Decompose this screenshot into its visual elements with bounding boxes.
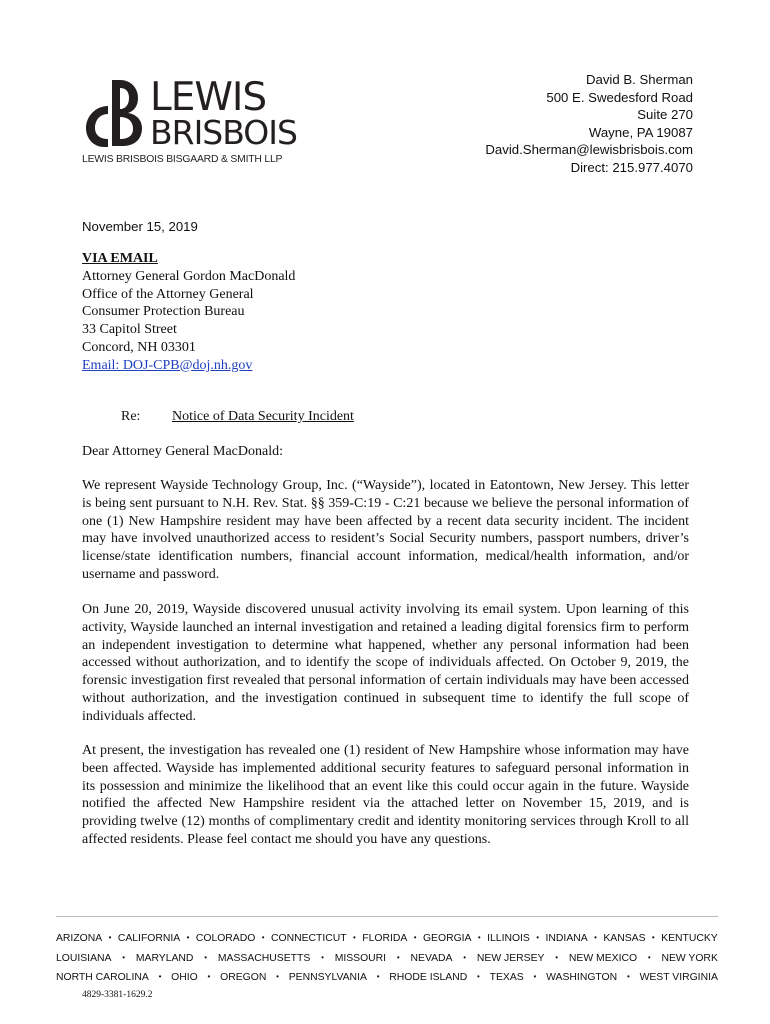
footer-separator: • (376, 972, 380, 981)
footer-states-row-3 (56, 972, 718, 983)
footer-state: RHODE ISLAND (389, 972, 468, 983)
sender-email[interactable]: David.Sherman@lewisbrisbois.com (485, 142, 693, 158)
footer-separator: • (396, 953, 400, 962)
footer-separator: • (477, 933, 481, 942)
footer-separator: • (651, 933, 655, 942)
footer-state: CALIFORNIA (117, 933, 181, 944)
body-paragraph-1: We represent Wayside Technology Group, Inc. (“Wayside”), located in Eatontown, New Jersey. This letter is being sent pursuant to N.H. Rev. Stat. §§ 359-C:19 - C:21 because we believe the personal information of one (1) New Hampshire resident may have been affected by a recent data security incident. The incident may have involved unauthorized access to resident’s Social Security numbers, passport numbers, driver’s license/state identification numbers, financial account information, medical/health information, and/or username and password. (82, 478, 689, 582)
footer-separator: • (463, 953, 467, 962)
footer-state: OREGON (220, 972, 267, 983)
footer-separator: • (204, 953, 208, 962)
footer-states-row-1 (56, 933, 718, 944)
footer-separator: • (122, 953, 126, 962)
re-label: Re: (121, 409, 141, 424)
recipient-line: Attorney General Gordon MacDonald (82, 268, 296, 284)
footer-separator: • (276, 972, 279, 981)
footer-state: LOUISIANA (56, 953, 112, 964)
footer-state: MASSACHUSETTS (217, 953, 311, 964)
footer-separator: • (186, 933, 190, 942)
footer-state: ARIZONA (56, 933, 103, 944)
logo-word-lewis: LEWIS (150, 75, 267, 120)
sender-suite: Suite 270 (637, 107, 693, 123)
footer-separator: • (158, 972, 162, 981)
footer-separator: • (626, 972, 630, 981)
firm-logo (82, 75, 297, 170)
lb-monogram-icon (82, 78, 144, 150)
sender-block (485, 71, 693, 177)
sender-street: 500 E. Swedesford Road (546, 89, 693, 105)
footer-separator: • (594, 933, 597, 942)
footer-separator: • (353, 933, 356, 942)
footer-state: TEXAS (489, 972, 524, 983)
footer-separator: • (536, 933, 540, 942)
recipient-line: 33 Capitol Street (82, 322, 177, 338)
footer-separator: • (477, 972, 480, 981)
footer-state: KANSAS (603, 933, 646, 944)
logo-word-brisbois: BRISBOIS (150, 113, 297, 152)
footer-state: INDIANA (545, 933, 588, 944)
sender-name: David B. Sherman (585, 72, 693, 87)
footer-state: OHIO (171, 972, 198, 983)
letter-date: November 15, 2019 (82, 219, 198, 234)
salutation: Dear Attorney General MacDonald: (82, 444, 283, 459)
footer-state: NEW JERSEY (476, 953, 545, 964)
document-number: 4829-3381-1629.2 (82, 990, 153, 1000)
footer-state: NEW YORK (661, 953, 718, 964)
recipient-line: Office of the Attorney General (82, 286, 254, 302)
footer-separator: • (413, 933, 417, 942)
footer-state: KENTUCKY (661, 933, 718, 944)
footer-divider (56, 916, 718, 917)
sender-direct: Direct: 215.977.4070 (570, 159, 693, 175)
sender-city: Wayne, PA 19087 (588, 124, 693, 140)
footer-state: COLORADO (195, 933, 256, 944)
via-email-heading: VIA EMAIL (82, 251, 158, 266)
recipient-line: Concord, NH 03301 (82, 339, 196, 355)
footer-state: PENNSYLVANIA (288, 972, 367, 983)
logo-firm-name: LEWIS BRISBOIS BISGAARD & SMITH LLP (82, 154, 283, 165)
footer-state: MISSOURI (334, 953, 387, 964)
recipient-block (82, 250, 295, 375)
recipient-line: Consumer Protection Bureau (82, 304, 245, 320)
footer-separator: • (108, 933, 112, 942)
footer-separator: • (533, 972, 537, 981)
footer-state: NEVADA (410, 953, 453, 964)
footer-state: WASHINGTON (546, 972, 618, 983)
footer-separator: • (647, 953, 651, 962)
re-line (121, 409, 354, 425)
footer-separator: • (555, 953, 559, 962)
footer-state: WEST VIRGINIA (639, 972, 718, 983)
footer-separator: • (321, 953, 324, 962)
footer-state: GEORGIA (422, 933, 472, 944)
re-subject: Notice of Data Security Incident (172, 409, 354, 424)
body-paragraph-3: At present, the investigation has revealed one (1) resident of New Hampshire whose information may have been affected. Wayside has implemented additional security features to safeguard personal information in its possession and minimize the likelihood that an event like this could occur again in the future. Wayside notified the affected New Hampshire resident via the attached letter on November 15, 2019, and is providing twelve (12) months of complimentary credit and identity monitoring services through Kroll to all affected residents. Please feel contact me should you have any questions. (82, 743, 689, 847)
footer-state: FLORIDA (362, 933, 408, 944)
footer-state: CONNECTICUT (270, 933, 347, 944)
footer-states-row-2 (56, 953, 718, 964)
footer-separator: • (261, 933, 265, 942)
footer-state: NORTH CAROLINA (56, 972, 149, 983)
footer-state: ILLINOIS (487, 933, 530, 944)
recipient-email-link[interactable]: Email: DOJ-CPB@doj.nh.gov (82, 357, 253, 373)
footer-state: NEW MEXICO (568, 953, 638, 964)
body-paragraph-2: On June 20, 2019, Wayside discovered unusual activity involving its email system. Upon learning of this activity, Wayside launched an internal investigation and retained a leading digital forensics firm to perform an independent investigation to determine what happened, whether any personal information had been accessed without authorization, and to identify the scope of individuals affected. On October 9, 2019, the forensic investigation first revealed that personal information of certain individuals may have been accessed without authorization, and the investigation continued in subsequent time to identify the full scope of individuals affected. (82, 602, 689, 724)
footer-state: MARYLAND (135, 953, 194, 964)
footer-separator: • (207, 972, 211, 981)
